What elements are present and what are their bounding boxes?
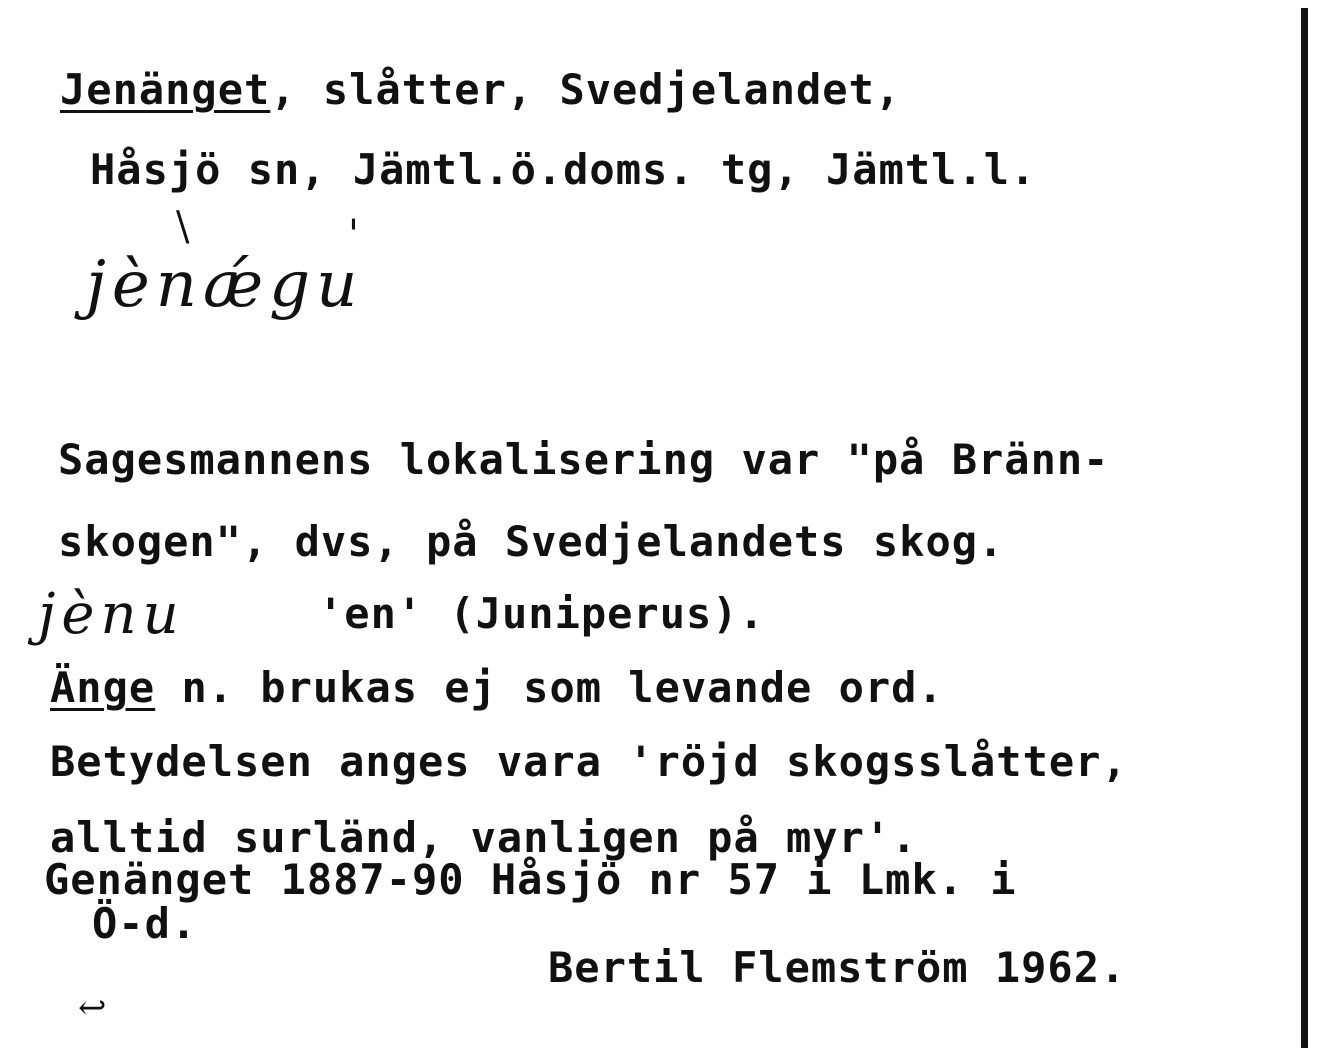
body-line-8: Ö-d. — [92, 899, 198, 948]
grave-accent-mark: \ — [176, 204, 190, 250]
body-line-2: skogen", dvs, på Svedjelandets skog. — [58, 517, 1005, 566]
phonetic-transcription-2: jènu — [38, 582, 185, 647]
signature: Bertil Flemström 1962. — [548, 943, 1127, 992]
header-line-1-rest: , slåtter, Svedjelandet, — [270, 65, 902, 114]
headword: Jenänget — [60, 65, 271, 114]
header-line-1 — [60, 66, 901, 114]
ange-word: Änge — [50, 663, 156, 712]
body-line-3: 'en' (Juniperus). — [318, 589, 765, 638]
header-line-2: Håsjö sn, Jämtl.ö.doms. tg, Jämtl.l. — [90, 145, 1037, 194]
acute-accent-mark: ' — [348, 212, 359, 258]
phonetic-transcription-1: jènǽgu — [86, 248, 364, 322]
card-edge-line — [1301, 8, 1308, 1048]
corner-scribble: ↩ — [78, 988, 107, 1028]
body-line-6: alltid surländ, vanligen på myr'. — [50, 813, 918, 862]
body-line-5: Betydelsen anges vara 'röjd skogsslåtter, — [50, 737, 1128, 786]
body-line-7: Genänget 1887-90 Håsjö nr 57 i Lmk. i — [44, 855, 1017, 904]
body-line-1: Sagesmannens lokalisering var "på Bränn- — [58, 435, 1110, 484]
body-line-4 — [50, 664, 944, 712]
body-line-4-rest: n. brukas ej som levande ord. — [155, 663, 944, 712]
